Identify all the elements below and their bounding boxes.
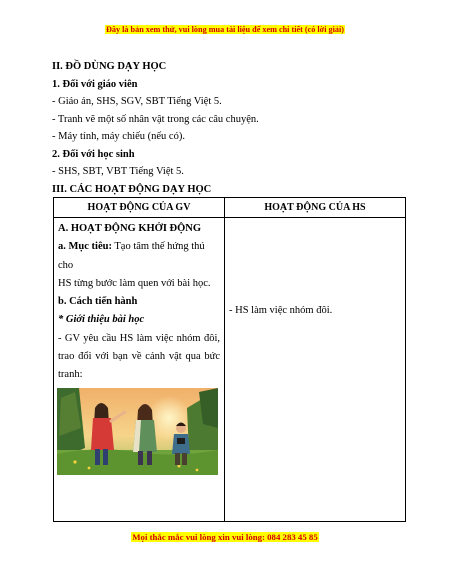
teacher-item: - Máy tính, máy chiếu (nếu có). [52,131,185,142]
contact-footer [0,532,450,542]
hs-response: - HS làm việc nhóm đôi. [229,305,333,316]
illustration-children-forest [57,388,218,475]
task-line: - GV yêu cầu HS làm việc nhóm đôi, [58,332,220,344]
section-3-title: III. CÁC HOẠT ĐỘNG DẠY HỌC [52,183,212,195]
intro-label: * Giới thiệu bài học [58,314,145,326]
goal-text-cont: HS từng bước làm quen với bài học. [58,277,211,289]
teacher-item: - Tranh vẽ một số nhân vật trong các câu chuyện. [52,113,259,125]
method-label: b. Cách tiến hành [58,296,138,308]
goal-label: a. Mục tiêu: [58,241,112,253]
gv-cell [54,218,225,522]
teacher-heading: 1. Đối với giáo viên [52,78,138,90]
teacher-item: - Giáo án, SHS, SGV, SBT Tiếng Việt 5. [52,96,222,107]
student-item: - SHS, SBT, VBT Tiếng Việt 5. [52,166,184,177]
header-gv: HOẠT ĐỘNG CỦA GV [54,198,225,218]
contact-footer-text: Mọi thắc mắc vui lòng xin vui lòng: 084 283 45 85 [132,532,318,542]
hs-cell [225,218,406,522]
task-line: tranh: [58,369,83,381]
preview-banner [0,25,450,34]
header-hs: HOẠT ĐỘNG CỦA HS [225,198,406,218]
section-2-title: II. ĐỒ DÙNG DẠY HỌC [52,61,167,72]
document-content [52,58,406,198]
student-heading: 2. Đối với học sinh [52,148,135,160]
activities-table [53,197,406,522]
table-header-row [54,198,406,218]
goal-text: Tạo tâm thế hứng thú cho [58,241,205,271]
preview-banner-text: Đây là bản xem thử, vui lòng mua tài liệu để xem chi tiết (có lời giải) [105,25,344,34]
goal-line [58,238,220,275]
table-row [54,218,406,522]
activity-title: A. HOẠT ĐỘNG KHỞI ĐỘNG [58,223,202,234]
task-line: trao đổi với bạn về cảnh vật qua bức [58,351,220,363]
